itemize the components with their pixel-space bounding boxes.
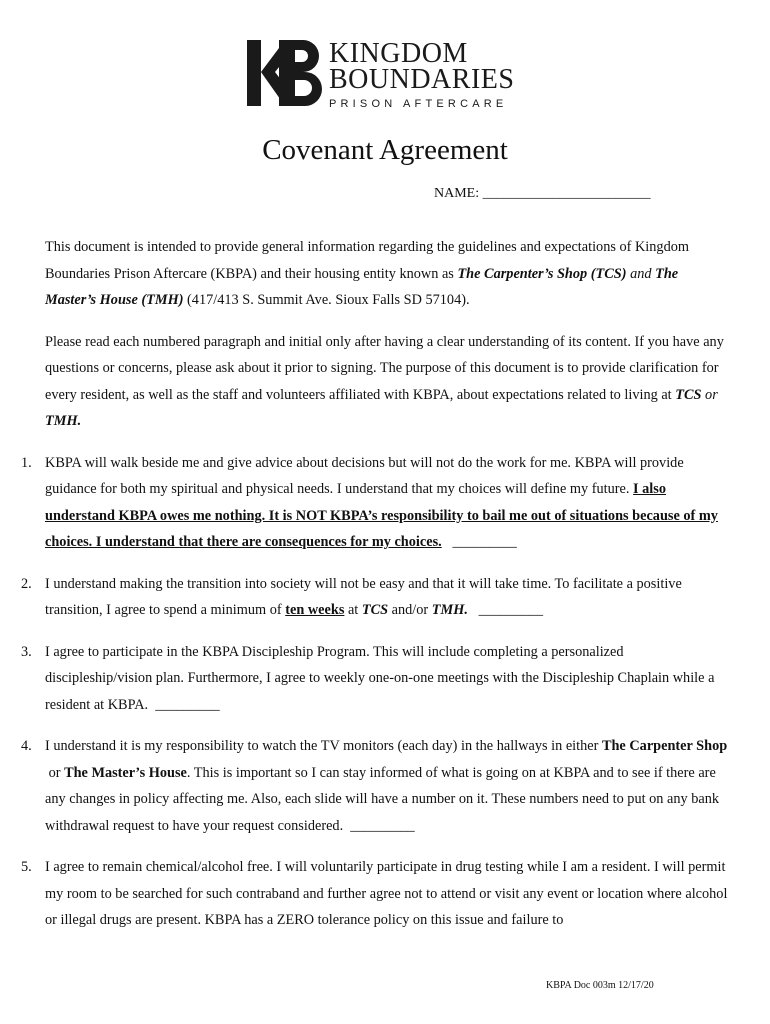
item-number: 5. [21, 859, 32, 875]
initial-blank[interactable]: _________ [148, 696, 220, 713]
logo-line-boundaries: BOUNDARIES [329, 64, 515, 95]
logo-wordmark [329, 40, 514, 110]
text: and/or [388, 602, 432, 618]
item-number: 1. [21, 454, 32, 471]
intro-paragraph-1 [45, 234, 731, 314]
item-text: KBPA will walk beside me and give advice about decisions but will not do the work for me. KBPA will provide guidance for both my spiritual and physical needs. I understand that my choices will define my future. [45, 454, 684, 497]
tcs-abbr: TCS [675, 386, 702, 403]
logo-line-aftercare: PRISON AFTERCARE [329, 98, 508, 110]
item-number: 4. [21, 738, 32, 754]
text: and [626, 265, 656, 282]
item-number: 3. [21, 643, 32, 660]
kbpa-logo [245, 38, 535, 110]
carpenter-shop: The Carpenter Shop [601, 738, 728, 754]
kb-monogram-icon [245, 38, 323, 108]
name-field[interactable]: NAME: ________________________ [434, 186, 651, 201]
item-text: I understand making the transition into society will not be easy and that it will take time. To facilitate a positive transition, I agree to spend a minimum of [45, 575, 682, 618]
tmh-abbr: TMH. [45, 413, 82, 429]
item-text: I understand it is my responsibility to watch the TV monitors (each day) in the hallways in either [45, 738, 602, 754]
item-text: I agree to participate in the KBPA Discipleship Program. This will include completing a personalized discipleship/vision plan. Furthermore, I agree to weekly one-on-one meetings with the Discipleship Chaplain while a resident at KBPA. [45, 643, 715, 713]
document-body [21, 234, 731, 949]
tcs-name: The Carpenter’s Shop (TCS) [457, 265, 627, 282]
text: or [701, 386, 718, 403]
text: Please read each numbered paragraph and initial only after having a clear understanding of its content. If you have any questions or concerns, please ask about it prior to signing. The purpose of this document is to provide clarification for every resident, as well as the staff and volunteers affiliated with KBPA, about expectations related to living at [45, 333, 724, 403]
item-5 [21, 854, 731, 934]
document-footer: KBPA Doc 003m 12/17/20 [546, 980, 654, 991]
item-emphasis: I also understand KBPA owes me nothing. It is NOT KBPA’s responsibility to bail me out of situations because of my choices. I understand that there are consequences for my choices. [45, 481, 718, 550]
initial-blank[interactable]: _________ [441, 534, 517, 550]
initial-blank[interactable]: _________ [467, 602, 543, 618]
masters-house: The Master’s House [64, 764, 187, 781]
text: at [344, 602, 362, 618]
initial-blank[interactable]: _________ [343, 817, 415, 834]
item-text: . This is important so I can stay informed of what is going on at KBPA and to see if there are any changes in policy affecting me. Also, each slide will have a number on it. These numbers need to put on any bank withdrawal request to have your request considered. [45, 764, 720, 834]
item-number: 2. [21, 575, 32, 592]
item-1 [21, 450, 731, 556]
address: (417/413 S. Summit Ave. Sioux Falls SD 57104). [183, 292, 470, 308]
logo-line-kingdom: KINGDOM [329, 38, 468, 69]
tcs-abbr: TCS [361, 602, 389, 618]
item-3 [21, 639, 731, 719]
intro-paragraph-2 [45, 329, 731, 435]
text: or [45, 764, 65, 781]
tmh-name: The Master’s House (TMH) [45, 265, 679, 308]
text: This document is intended to provide general information regarding the guidelines and expectations of Kingdom Boundaries Prison Aftercare (KBPA) and their housing entity known as [45, 239, 689, 282]
tmh-abbr: TMH. [431, 602, 468, 618]
item-4 [21, 733, 731, 839]
item-emphasis: ten weeks [285, 602, 345, 618]
item-text: I agree to remain chemical/alcohol free. I will voluntarily participate in drug testing while I am a resident. I will permit my room to be searched for such contraband and further agree not to attend or visit any event or location where alcohol or illegal drugs are present. KBPA has a ZERO tolerance policy on this issue and failure to [45, 859, 728, 928]
item-2 [21, 571, 731, 624]
document-title: Covenant Agreement [262, 134, 508, 166]
